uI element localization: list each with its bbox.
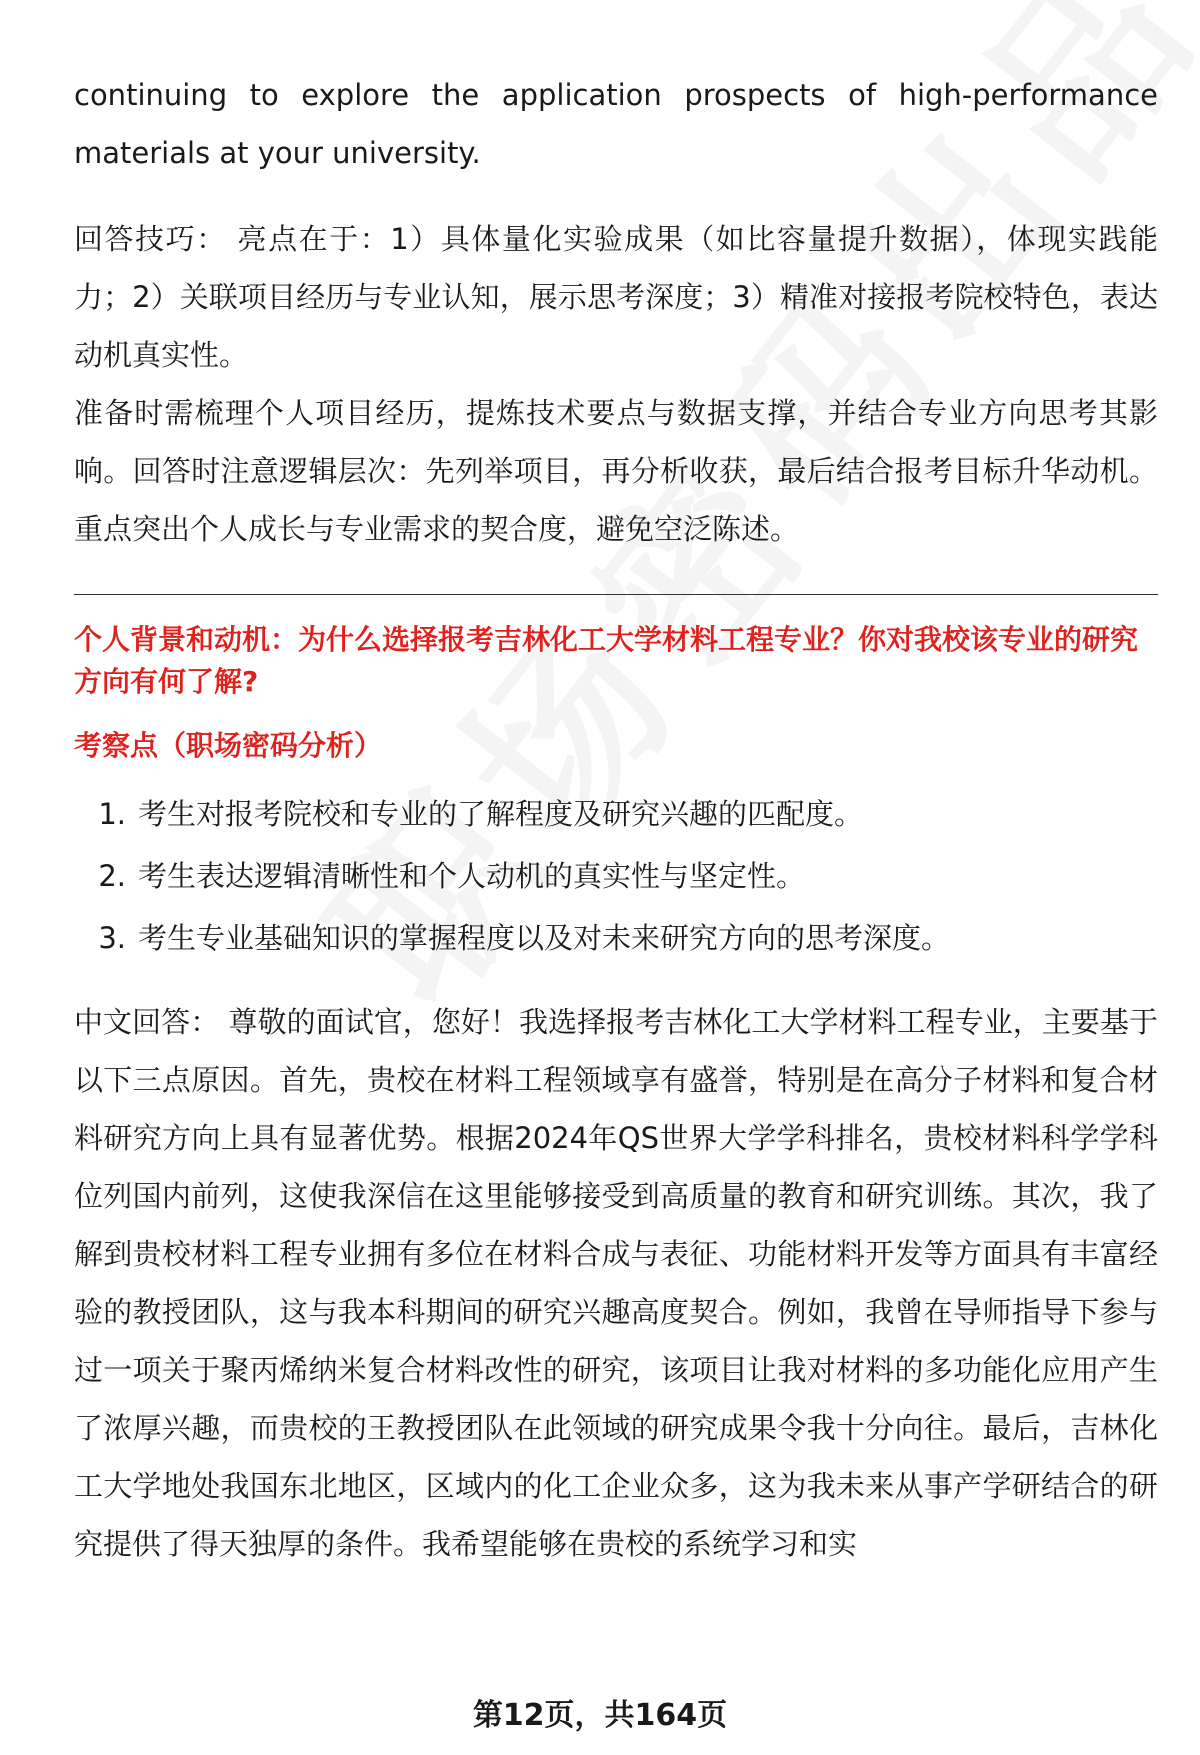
chinese-answer: 中文回答： 尊敬的面试官，您好！我选择报考吉林化工大学材料工程专业，主要基于以下三点原因。首先，贵校在材料工程领域享有盛誉，特别是在高分子材料和复合材料研究方向上具有显著优势。根据2024年QS世界大学学科排名，贵校材料科学学科位列国内前列，这使我深信在这里能够接受到高质量的教育和研究训练。其次，我了解到贵校材料工程专业拥有多位在材料合成与表征、功能材料开发等方面具有丰富经验的教授团队，这与我本科期间的研究兴趣高度契合。例如，我曾在导师指导下参与过一项关于聚丙烯纳米复合材料改性的研究，该项目让我对材料的多功能化应用产生了浓厚兴趣，而贵校的王教授团队在此领域的研究成果令我十分向往。最后，吉林化工大学地处我国东北地区，区域内的化工企业众多，这为我未来从事产学研结合的研究提供了得天独厚的条件。我希望能够在贵校的系统学习和实 — [74, 1005, 1158, 1561]
assessment-points-heading: 考察点（职场密码分析） — [74, 729, 383, 762]
list-item — [74, 783, 1158, 845]
list-number: 1. — [98, 797, 126, 831]
list-item — [74, 845, 1158, 907]
page-number: 第12页，共164页 — [472, 1698, 728, 1733]
assessment-points-list — [74, 783, 1158, 969]
list-item — [74, 907, 1158, 969]
list-text: 考生专业基础知识的掌握程度以及对未来研究方向的思考深度。 — [138, 921, 951, 955]
page-content — [74, 66, 1158, 1573]
list-number: 3. — [98, 921, 126, 955]
section-divider — [74, 594, 1158, 595]
answer-tips: 回答技巧： 亮点在于：1）具体量化实验成果（如比容量提升数据），体现实践能力；2）关联项目经历与专业认知，展示思考深度；3）精准对接报考院校特色，表达动机真实性。 — [74, 222, 1158, 372]
question-title: 个人背景和动机：为什么选择报考吉林化工大学材料工程专业？你对我校该专业的研究方向有何了解? — [74, 623, 1139, 698]
list-number: 2. — [98, 859, 126, 893]
list-text: 考生对报考院校和专业的了解程度及研究兴趣的匹配度。 — [138, 797, 864, 831]
list-text: 考生表达逻辑清晰性和个人动机的真实性与坚定性。 — [138, 859, 806, 893]
preparation-advice: 准备时需梳理个人项目经历，提炼技术要点与数据支撑，并结合专业方向思考其影响。回答时注意逻辑层次：先列举项目，再分析收获，最后结合报考目标升华动机。重点突出个人成长与专业需求的契合度，避免空泛陈述。 — [74, 396, 1158, 546]
english-paragraph: continuing to explore the application prospects of high-performance materials at your university. — [74, 78, 1158, 170]
